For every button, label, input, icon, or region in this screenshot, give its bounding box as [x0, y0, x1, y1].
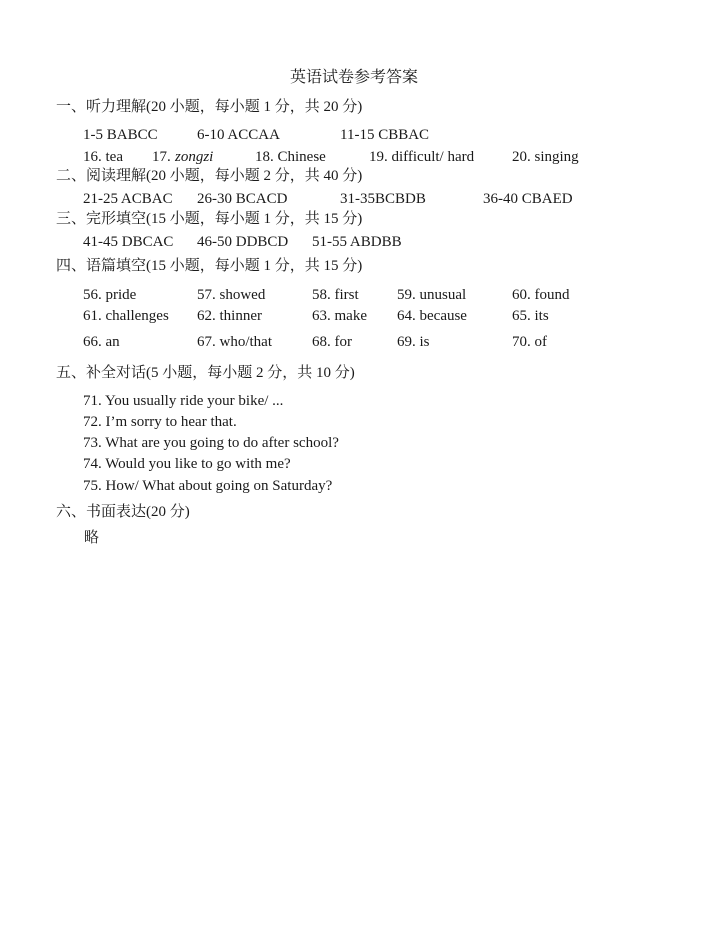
page-title: 英语试卷参考答案: [290, 69, 419, 86]
section-heading-cloze: 三、完形填空(15 小题，每小题 1 分，共 15 分): [56, 211, 363, 227]
answer-71: 71. You usually ride your bike/ ...: [83, 393, 284, 409]
answer-58: 58. first: [312, 287, 359, 303]
answer-73: 73. What are you going to do after school?: [83, 435, 339, 451]
answer-41-45: 41-45 DBCAC: [83, 234, 174, 250]
answer-46-50: 46-50 DDBCD: [197, 234, 289, 250]
answer-63: 63. make: [312, 308, 367, 324]
answer-75: 75. How/ What about going on Saturday?: [83, 478, 333, 494]
answer-66: 66. an: [83, 334, 120, 350]
section-heading-dialogue: 五、补全对话(5 小题，每小题 2 分，共 10 分): [56, 365, 355, 381]
section-heading-writing: 六、书面表达(20 分): [56, 504, 190, 520]
answer-6-10: 6-10 ACCAA: [197, 127, 280, 143]
answer-31-35: 31-35BCBDB: [340, 191, 426, 207]
answer-64: 64. because: [397, 308, 467, 324]
answer-59: 59. unusual: [397, 287, 467, 303]
answer-69: 69. is: [397, 334, 430, 350]
answer-57: 57. showed: [197, 287, 266, 303]
answer-60: 60. found: [512, 287, 570, 303]
answer-26-30: 26-30 BCACD: [197, 191, 288, 207]
answer-70: 70. of: [512, 334, 547, 350]
answer-56: 56. pride: [83, 287, 137, 303]
section-heading-reading: 二、阅读理解(20 小题，每小题 2 分，共 40 分): [56, 168, 363, 184]
answer-74: 74. Would you like to go with me?: [83, 456, 291, 472]
answer-17-number: 17.: [152, 149, 171, 165]
answer-51-55: 51-55 ABDBB: [312, 234, 402, 250]
answer-36-40: 36-40 CBAED: [483, 191, 573, 207]
answer-68: 68. for: [312, 334, 352, 350]
answer-17-word: zongzi: [175, 149, 214, 165]
answer-21-25: 21-25 ACBAC: [83, 191, 173, 207]
answer-61: 61. challenges: [83, 308, 169, 324]
answer-16: 16. tea: [83, 149, 123, 165]
answer-72: 72. I’m sorry to hear that.: [83, 414, 237, 430]
answer-18: 18. Chinese: [255, 149, 326, 165]
answer-67: 67. who/that: [197, 334, 272, 350]
section-heading-listening: 一、听力理解(20 小题，每小题 1 分，共 20 分): [56, 99, 363, 115]
answer-62: 62. thinner: [197, 308, 262, 324]
answer-20: 20. singing: [512, 149, 579, 165]
answer-65: 65. its: [512, 308, 549, 324]
answer-11-15: 11-15 CBBAC: [340, 127, 430, 143]
answer-1-5: 1-5 BABCC: [83, 127, 158, 143]
answer-19: 19. difficult/ hard: [369, 149, 475, 165]
answer-writing: 略: [84, 530, 100, 546]
section-heading-passage-fill: 四、语篇填空(15 小题，每小题 1 分，共 15 分): [56, 258, 363, 274]
